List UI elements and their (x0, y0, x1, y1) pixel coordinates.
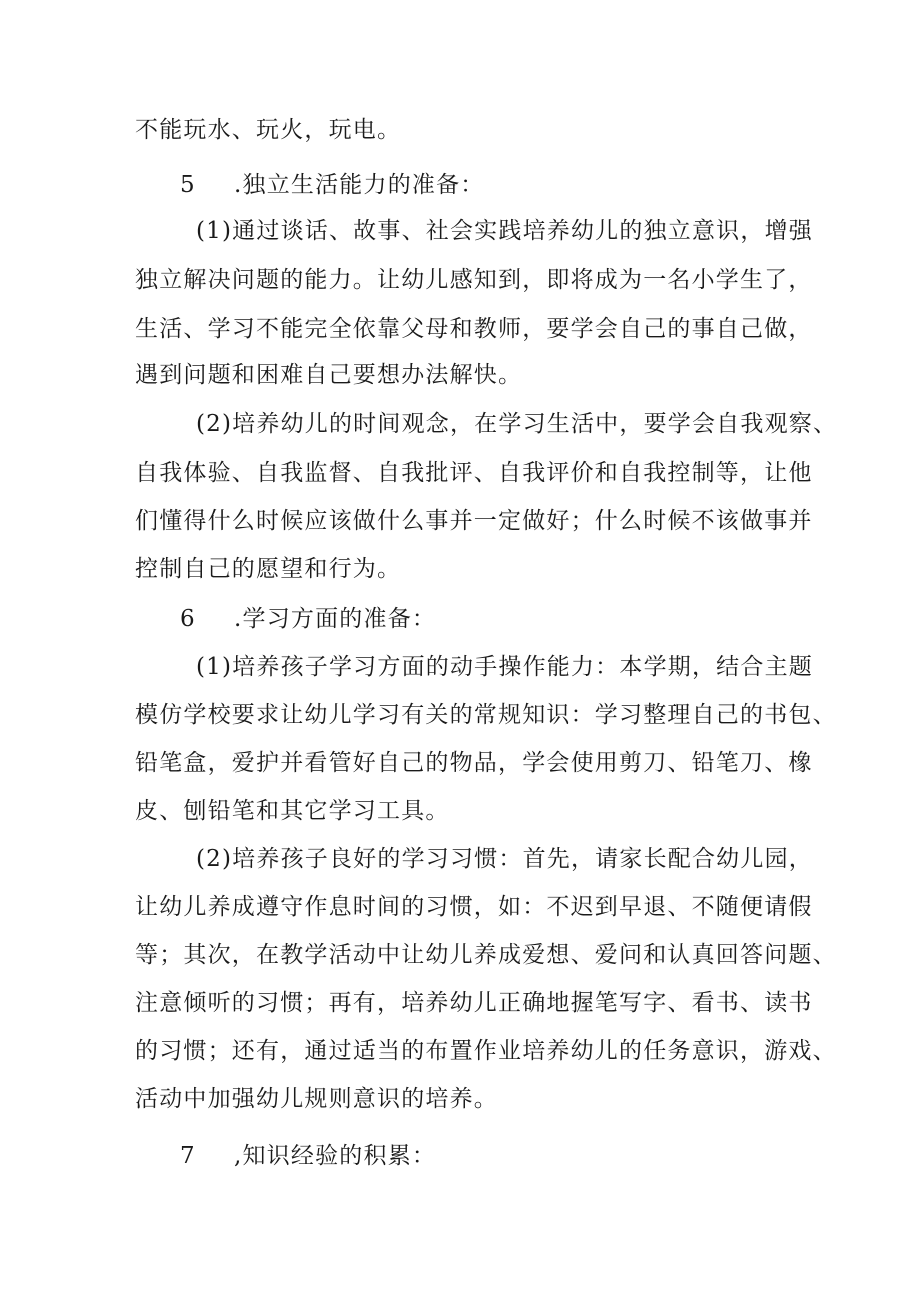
text-line: 生活、学习不能完全依靠父母和教师，要学会自己的事自己做， (135, 316, 813, 342)
section-title: .学习方面的准备： (234, 606, 437, 632)
text-line: 等；其次，在教学活动中让幼儿养成爱想、爱问和认真回答问题、 (135, 942, 837, 968)
text-line: 注意倾听的习惯；再有，培养幼儿正确地握笔写字、看书、读书 (135, 990, 813, 1016)
section-number: 6 (180, 606, 196, 632)
text-line: 自我体验、自我监督、自我批评、自我评价和自我控制等，让他 (135, 460, 813, 486)
text-line: (1)培养孩子学习方面的动手操作能力：本学期，结合主题 (196, 654, 813, 680)
text-line: 控制自己的愿望和行为。 (135, 556, 402, 582)
text-line: (2)培养幼儿的时间观念，在学习生活中，要学会自我观察、 (196, 411, 838, 437)
text-line: (2)培养孩子良好的学习习惯：首先，请家长配合幼儿园， (196, 846, 813, 872)
text-line: 活动中加强幼儿规则意识的培养。 (135, 1086, 498, 1112)
section-number: 5 (180, 172, 196, 198)
text-line: 模仿学校要求让幼儿学习有关的常规知识：学习整理自己的书包、 (135, 702, 837, 728)
section-title: .独立生活能力的准备： (234, 172, 485, 198)
text-line: 的习惯；还有，通过适当的布置作业培养幼儿的任务意识，游戏、 (135, 1038, 837, 1064)
section-title: ,知识经验的积累： (234, 1143, 437, 1169)
text-line: 皮、刨铅笔和其它学习工具。 (135, 798, 450, 824)
text-line: 不能玩水、玩火，玩电。 (135, 117, 402, 143)
text-line: 们懂得什么时候应该做什么事并一定做好；什么时候不该做事并 (135, 508, 813, 534)
text-line: 让幼儿养成遵守作息时间的习惯，如：不迟到早退、不随便请假 (135, 894, 813, 920)
text-line: 遇到问题和困难自己要想办法解快。 (135, 362, 523, 388)
text-line: 独立解决问题的能力。让幼儿感知到，即将成为一名小学生了， (135, 267, 813, 293)
text-line: 铅笔盒，爱护并看管好自己的物品，学会使用剪刀、铅笔刀、橡 (135, 750, 813, 776)
text-line: (1)通过谈话、故事、社会实践培养幼儿的独立意识，增强 (196, 218, 813, 244)
section-number: 7 (180, 1143, 196, 1169)
